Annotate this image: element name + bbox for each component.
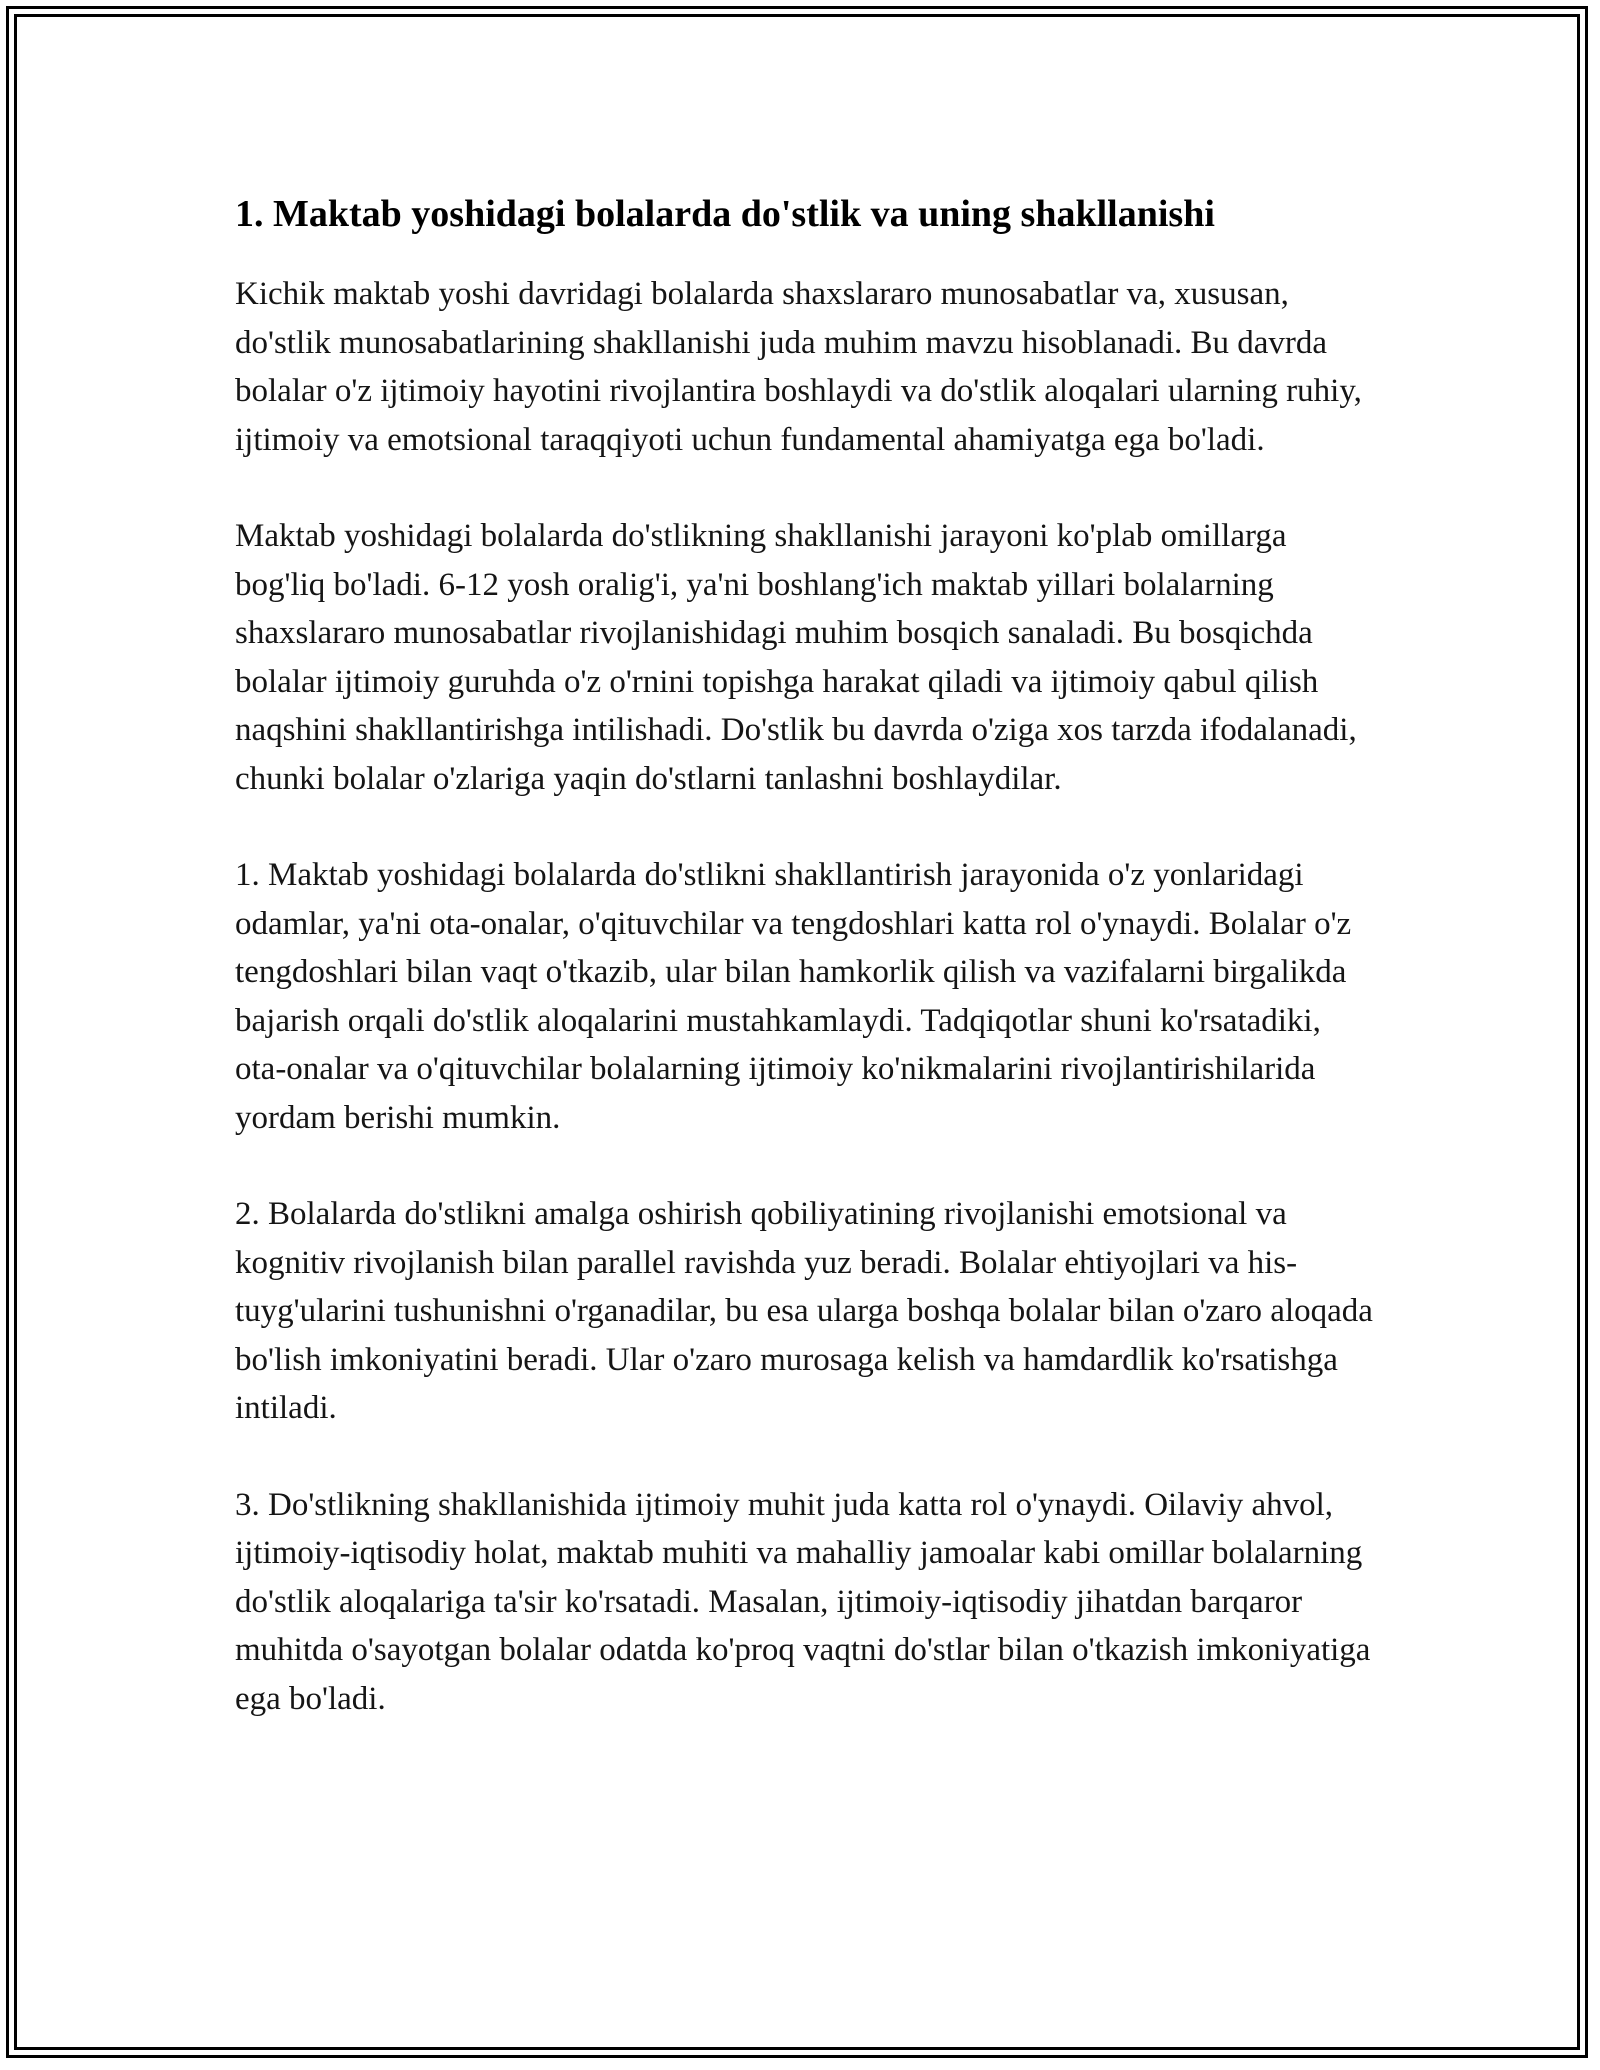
intro-paragraph: Kichik maktab yoshi davridagi bolalarda shaxslararo munosabatlar va, xususan, do'stlik munosabatlarining shakllanishi juda muhim mavzu hisoblanadi. Bu davrda bolalar o'z ijtimoiy hayotini rivojlantira boshlaydi va do'stlik aloqalari ularning ruhiy, ijtimoiy va emotsional taraqqiyoti uchun fundamental ahamiyatga ega bo'ladi. <box>235 276 1362 458</box>
context-paragraph: Maktab yoshidagi bolalarda do'stlikning shakllanishi jarayoni ko'plab omillarga bog'liq bo'ladi. 6-12 yosh oralig'i, ya'ni boshlang'ich maktab yillari bolalarning shaxslararo munosabatlar rivojlanishidagi muhim bosqich sanaladi. Bu bosqichda bolalar ijtimoiy guruhda o'z o'rnini topishga harakat qiladi va ijtimoiy qabul qilish naqshini shakllantirishga intilishadi. Do'stlik bu davrda o'ziga xos tarzda ifodalanadi, chunki bolalar o'zlariga yaqin do'stlarni tanlashni boshlaydilar. <box>235 518 1357 797</box>
point-3-paragraph: 3. Do'stlikning shakllanishida ijtimoiy muhit juda katta rol o'ynaydi. Oilaviy ahvol, ijtimoiy-iqtisodiy holat, maktab muhiti va mahalliy jamoalar kabi omillar bolalarning do'stlik aloqalariga ta'sir ko'rsatadi. Masalan, ijtimoiy-iqtisodiy jihatdan barqaror muhitda o'sayotgan bolalar odatda ko'proq vaqtni do'stlar bilan o'tkazish imkoniyatiga ega bo'ladi. <box>235 1486 1371 1717</box>
point-1-paragraph: 1. Maktab yoshidagi bolalarda do'stlikni shakllantirish jarayonida o'z yonlaridagi odamlar, ya'ni ota-onalar, o'qituvchilar va tengdoshlari katta rol o'ynaydi. Bolalar o'z tengdoshlari bilan vaqt o'tkazib, ular bilan hamkorlik qilish va vazifalarni birgalikda bajarish orqali do'stlik aloqalarini mustahkamlaydi. Tadqiqotlar shuni ko'rsatadiki, ota-onalar va o'qituvchilar bolalarning ijtimoiy ko'nikmalarini rivojlantirishilarida yordam berishi mumkin. <box>235 857 1352 1136</box>
point-2-paragraph: 2. Bolalarda do'stlikni amalga oshirish qobiliyatining rivojlanishi emotsional va kognitiv rivojlanish bilan parallel ravishda yuz beradi. Bolalar ehtiyojlari va his-tuyg'ularini tushunishni o'rganadilar, bu esa ularga boshqa bolalar bilan o'zaro aloqada bo'lish imkoniyatini beradi. Ular o'zaro murosaga kelish va hamdardlik ko'rsatishga intiladi. <box>235 1196 1373 1426</box>
document-body <box>235 186 1380 1771</box>
section-heading: 1. Maktab yoshidagi bolalarda do'stlik va uning shakllanishi <box>235 193 1215 235</box>
